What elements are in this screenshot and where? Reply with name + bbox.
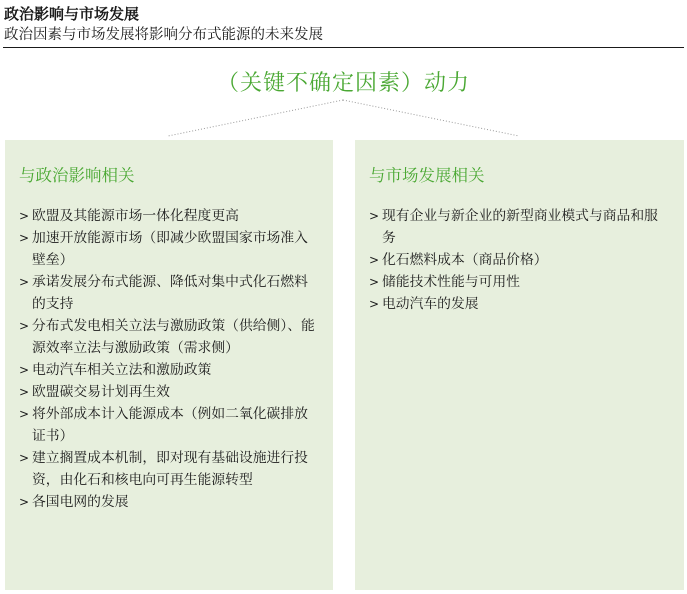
bullet-marker: >: [19, 451, 30, 465]
bullet-marker: >: [19, 231, 30, 245]
bullet-marker: >: [19, 495, 30, 509]
list-item: [19, 403, 319, 447]
bullet-marker: >: [19, 363, 30, 377]
market-panel-title: 与市场发展相关: [369, 166, 485, 185]
list-item: [19, 227, 319, 271]
bullet-marker: >: [19, 385, 30, 399]
politics-panel-title: 与政治影响相关: [19, 166, 135, 185]
list-item-text: 各国电网的发展: [32, 494, 129, 510]
bullet-marker: >: [19, 319, 30, 333]
list-item-text: 加速开放能源市场（即减少欧盟国家市场准入壁垒）: [32, 230, 308, 268]
page-subtitle: 政治因素与市场发展将影响分布式能源的未来发展: [4, 27, 323, 43]
connector-lines: [0, 0, 687, 150]
list-item: [19, 205, 319, 227]
list-item: [369, 205, 669, 249]
list-item: [19, 271, 319, 315]
list-item: [369, 271, 669, 293]
list-item-text: 分布式发电相关立法与激励政策（供给侧）、能源效率立法与激励政策（需求侧）: [32, 318, 315, 356]
list-item-text: 承诺发展分布式能源、降低对集中式化石燃料的支持: [32, 274, 308, 312]
list-item: [19, 447, 319, 491]
page-title: 政治影响与市场发展: [4, 5, 140, 23]
list-item-text: 电动汽车的发展: [382, 296, 479, 312]
bullet-marker: >: [369, 297, 380, 311]
market-list: [369, 205, 669, 315]
center-heading: （关键不确定因素）动力: [216, 71, 470, 96]
list-item: [19, 491, 319, 513]
politics-panel: [5, 140, 333, 590]
bullet-marker: >: [369, 275, 380, 289]
bullet-marker: >: [19, 407, 30, 421]
list-item-text: 欧盟及其能源市场一体化程度更高: [32, 208, 239, 224]
list-item-text: 储能技术性能与可用性: [382, 274, 520, 290]
list-item-text: 现有企业与新企业的新型商业模式与商品和服务: [382, 208, 658, 246]
connector-line-left: [168, 100, 343, 136]
list-item-text: 建立搁置成本机制，即对现有基础设施进行投资，由化石和核电向可再生能源转型: [32, 450, 308, 488]
list-item: [369, 293, 669, 315]
bullet-marker: >: [369, 209, 380, 223]
connector-line-right: [343, 100, 519, 136]
list-item-text: 将外部成本计入能源成本（例如二氧化碳排放证书）: [32, 406, 308, 444]
market-panel: [355, 140, 684, 590]
list-item: [19, 315, 319, 359]
politics-list: [19, 205, 319, 513]
list-item-text: 欧盟碳交易计划再生效: [32, 384, 170, 400]
list-item: [19, 381, 319, 403]
bullet-marker: >: [19, 209, 30, 223]
list-item-text: 化石燃料成本（商品价格）: [382, 252, 548, 268]
bullet-marker: >: [19, 275, 30, 289]
list-item: [19, 359, 319, 381]
bullet-marker: >: [369, 253, 380, 267]
list-item-text: 电动汽车相关立法和激励政策: [32, 362, 212, 378]
list-item: [369, 249, 669, 271]
